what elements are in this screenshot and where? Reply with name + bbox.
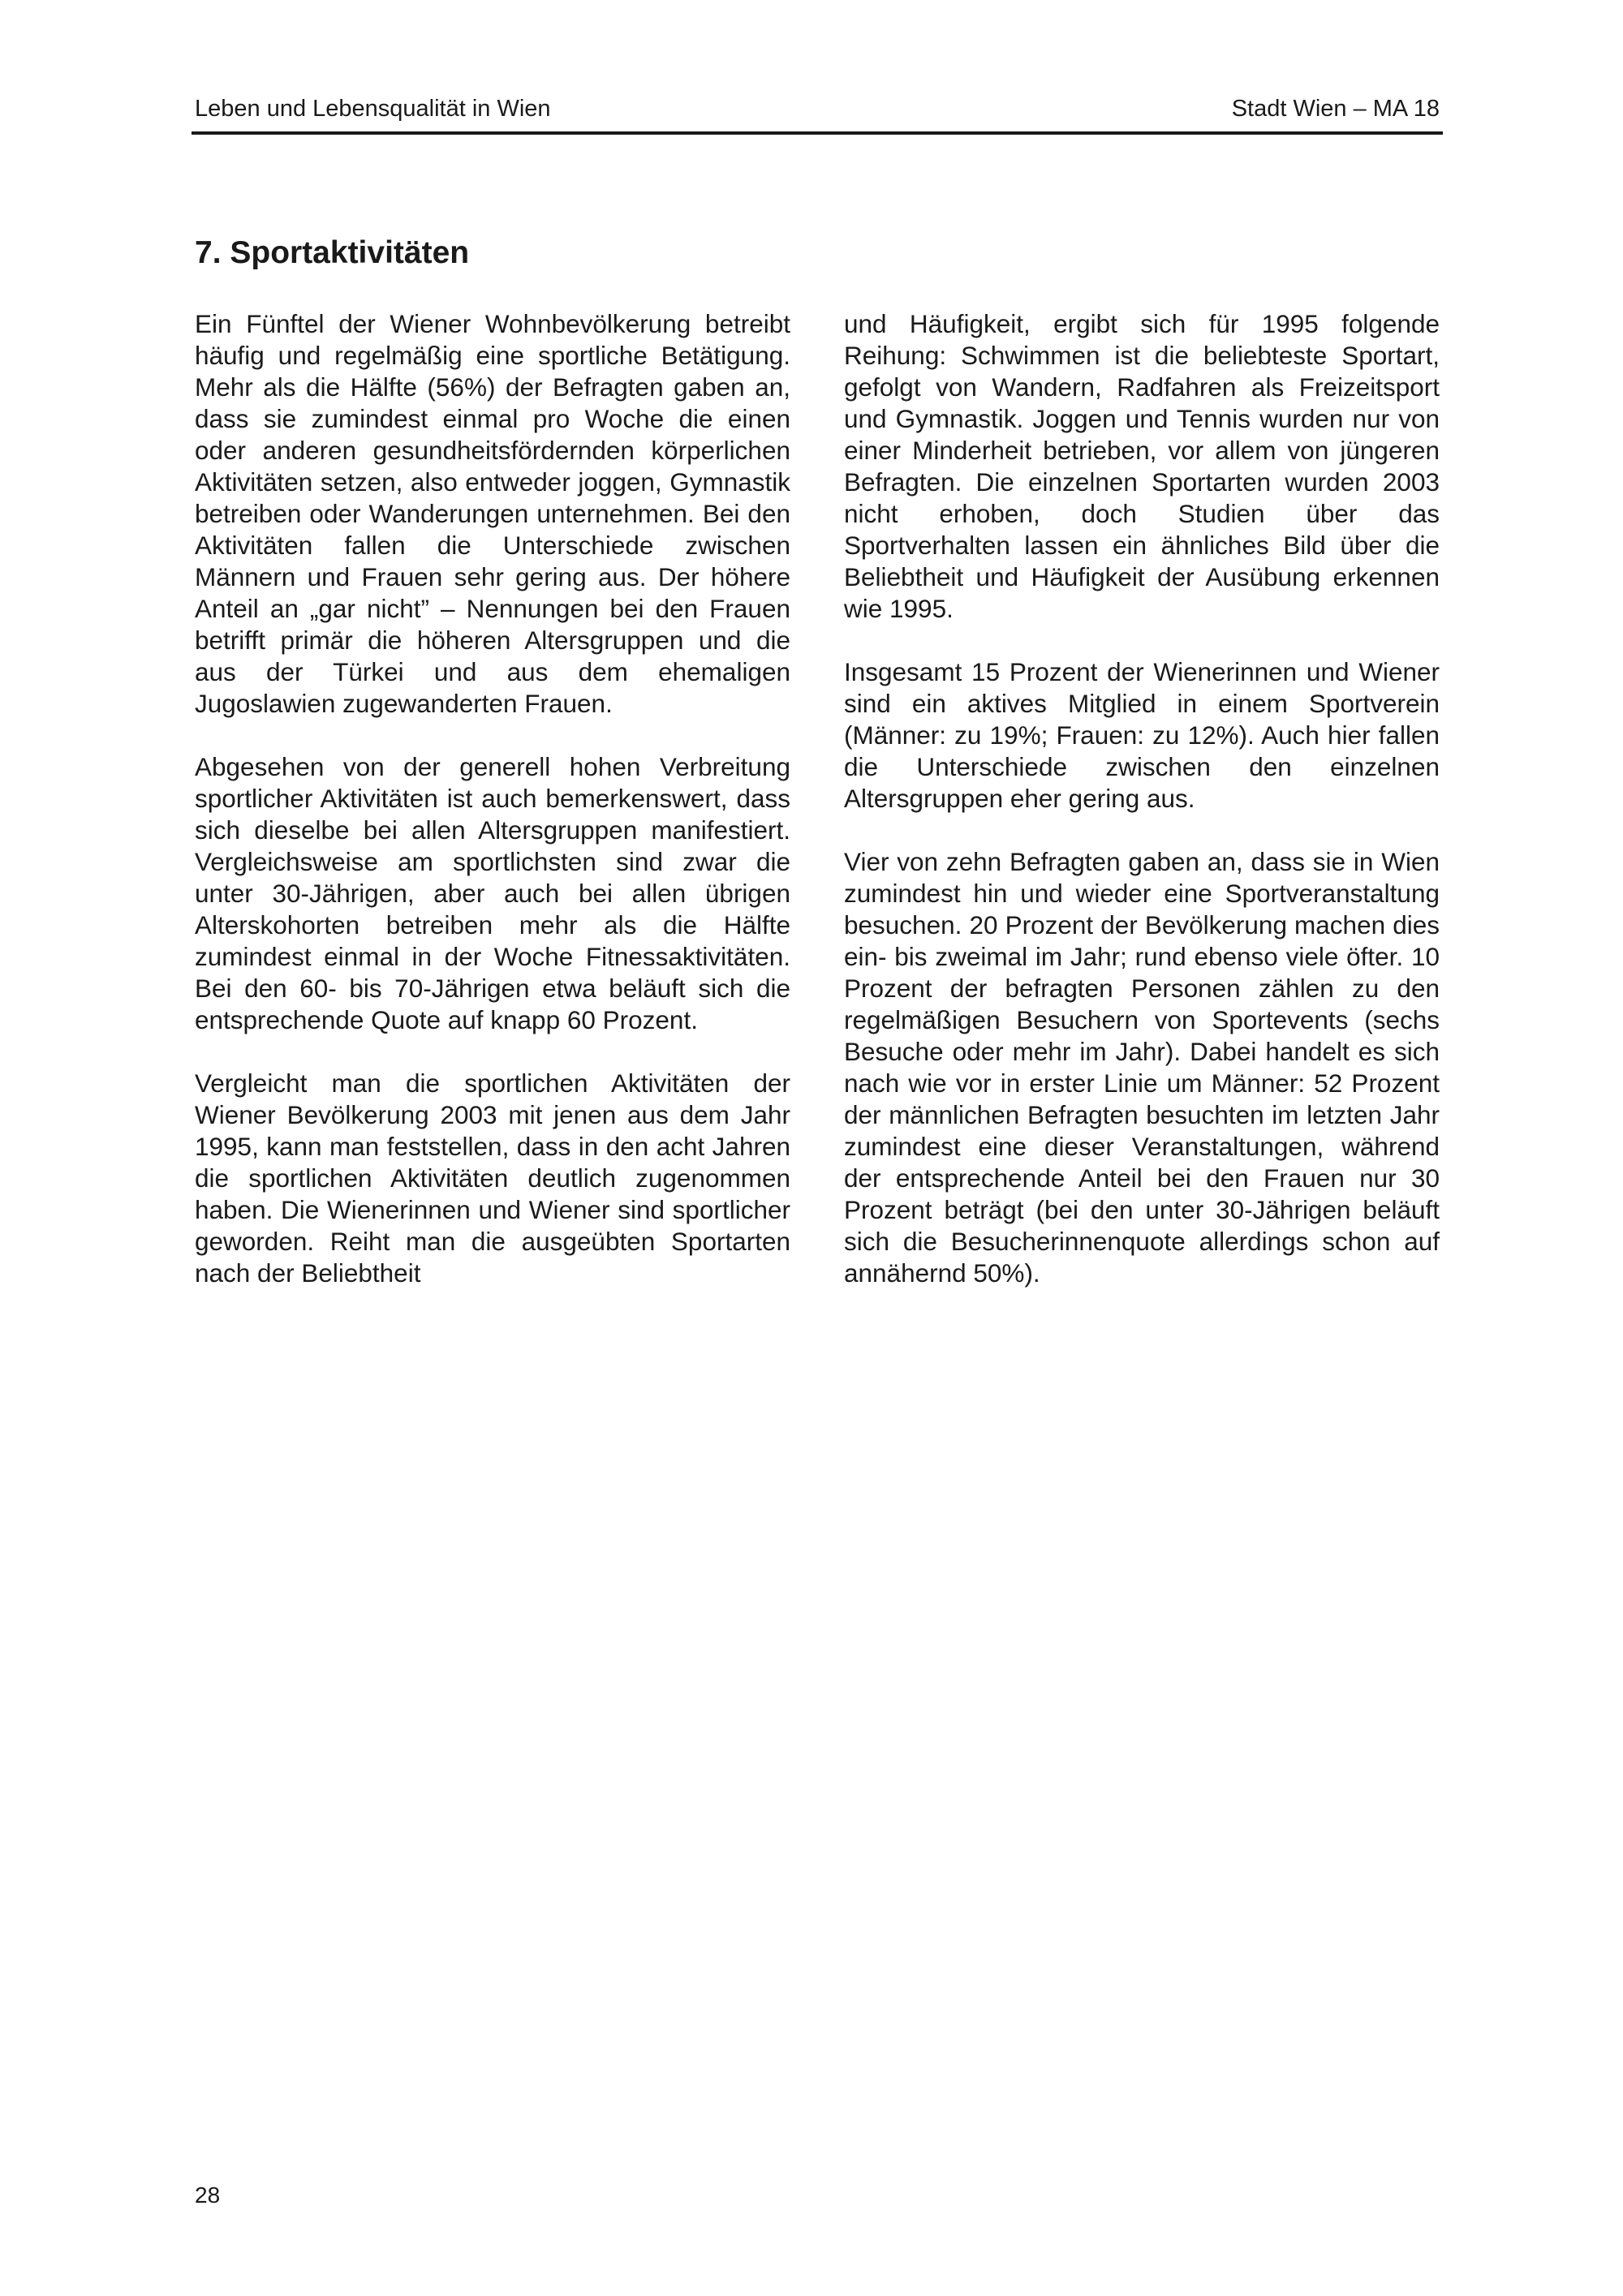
paragraph: Vier von zehn Befragten gaben an, dass sie in Wien zumindest hin und wieder eine Sportveranstaltung besuchen. 20 Prozent der Bevölkerung machen dies ein- bis zweimal im Jahr; rund ebenso viele öfter. 10 Prozent der befragten Personen zählen zu den regelmäßigen Besuchern von Sportevents (sechs Besuche oder mehr im Jahr). Dabei handelt es sich nach wie vor in erster Linie um Männer: 52 Prozent der männlichen Befragten besuchten im letzten Jahr zumindest eine dieser Veranstaltungen, während der entsprechende Anteil bei den Frauen nur 30 Prozent beträgt (bei den unter 30-Jährigen beläuft sich die Besucherinnenquote allerdings schon auf annähernd 50%). [844, 847, 1440, 1288]
paragraph: und Häufigkeit, ergibt sich für 1995 folgende Reihung: Schwimmen ist die beliebteste Sportart, gefolgt von Wandern, Radfahren als Freizeitsport und Gymnastik. Joggen und Tennis wurden nur von einer Minderheit betrieben, vor allem von jüngeren Befragten. Die einzelnen Sportarten wurden 2003 nicht erhoben, doch Studien über das Sportverhalten lassen ein ähnliches Bild über die Beliebtheit und Häufigkeit der Ausübung erkennen wie 1995. [844, 309, 1440, 623]
paragraph: Abgesehen von der generell hohen Verbreitung sportlicher Aktivitäten ist auch bemerkenswert, dass sich dieselbe bei allen Altersgruppen manifestiert. Vergleichsweise am sportlichsten sind zwar die unter 30-Jährigen, aber auch bei allen übrigen Alterskohorten betreiben mehr als die Hälfte zumindest einmal in der Woche Fitnessaktivitäten. Bei den 60- bis 70-Jährigen etwa beläuft sich die entsprechende Quote auf knapp 60 Prozent. [195, 752, 790, 1034]
text-column-left [195, 308, 790, 1321]
section-title: 7. Sportaktivitäten [195, 235, 470, 270]
page-header [192, 91, 1443, 135]
text-column-right [844, 308, 1440, 1321]
paragraph: Ein Fünftel der Wiener Wohnbevölkerung betreibt häufig und regelmäßig eine sportliche Betätigung. Mehr als die Hälfte (56%) der Befragten gaben an, dass sie zumindest einmal pro Woche die einen oder anderen gesundheitsfördernden körperlichen Aktivitäten setzen, also entweder joggen, Gymnastik betreiben oder Wanderungen unternehmen. Bei den Aktivitäten fallen die Unterschiede zwischen Männern und Frauen sehr gering aus. Der höhere Anteil an „gar nicht” – Nennungen bei den Frauen betrifft primär die höheren Altersgruppen und die aus der Türkei und aus dem ehemaligen Jugoslawien zugewanderten Frauen. [195, 309, 790, 718]
header-publication-title: Leben und Lebensqualität in Wien [195, 96, 551, 122]
page-number: 28 [195, 2182, 221, 2208]
header-publisher: Stadt Wien – MA 18 [1231, 96, 1440, 122]
paragraph: Vergleicht man die sportlichen Aktivitäten der Wiener Bevölkerung 2003 mit jenen aus dem Jahr 1995, kann man feststellen, dass in den acht Jahren die sportlichen Aktivitäten deutlich zugenommen haben. Die Wienerinnen und Wiener sind sportlicher geworden. Reiht man die ausgeübten Sportarten nach der Beliebtheit [195, 1068, 790, 1288]
paragraph: Insgesamt 15 Prozent der Wienerinnen und Wiener sind ein aktives Mitglied in einem Sportverein (Männer: zu 19%; Frauen: zu 12%). Auch hier fallen die Unterschiede zwischen den einzelnen Altersgruppen eher gering aus. [844, 657, 1440, 813]
